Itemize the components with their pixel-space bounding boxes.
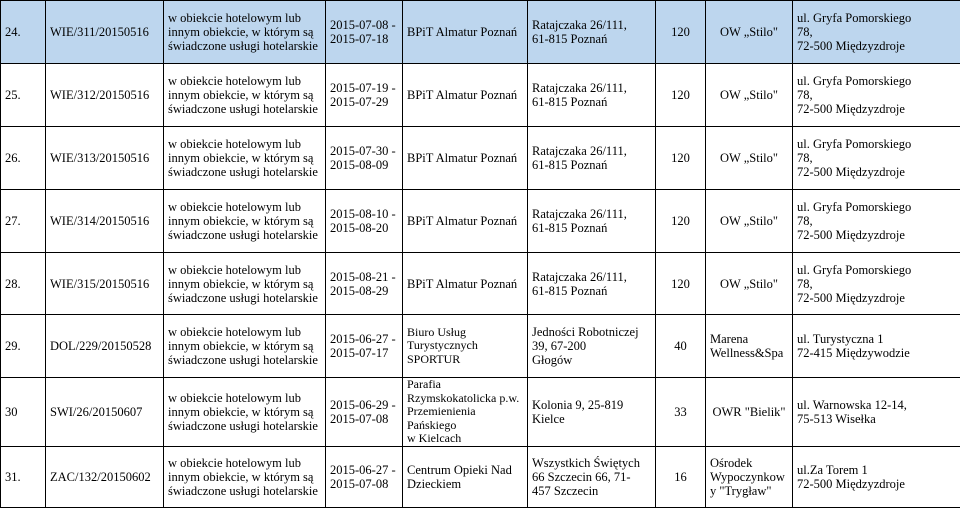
- date-range: [326, 127, 403, 190]
- organizer-address-line: 61-815 Poznań: [532, 95, 651, 109]
- venue-address: [793, 1, 960, 64]
- organizer-name: [403, 315, 528, 378]
- date-range-line: 2015-08-10 -: [330, 207, 398, 221]
- venue-address-line: 78,: [797, 88, 956, 102]
- organizer-address-line: 39, 67-200: [532, 339, 651, 353]
- registration-code: WIE/312/20150516: [46, 64, 164, 127]
- date-range-line: 2015-08-21 -: [330, 270, 398, 284]
- lodging-form-line: w obiekcie hotelowym lub: [168, 74, 321, 88]
- date-range-line: 2015-07-18: [330, 32, 398, 46]
- lodging-form: [164, 253, 326, 315]
- organizer-address-line: 457 Szczecin: [532, 484, 651, 498]
- date-range-line: 2015-08-20: [330, 221, 398, 235]
- lodging-form-line: innym obiekcie, w którym są: [168, 339, 321, 353]
- lodging-form: [164, 315, 326, 378]
- lodging-form: [164, 64, 326, 127]
- venue-address: [793, 127, 960, 190]
- date-range-line: 2015-06-29 -: [330, 398, 398, 412]
- organizer-name: [403, 378, 528, 447]
- venue-name: Ośrodek Wypoczynkowy "Trygław": [706, 446, 793, 507]
- organizer-address: [528, 127, 656, 190]
- organizer-name-line: BPiT Almatur Poznań: [407, 88, 523, 102]
- participant-count: 120: [656, 127, 706, 190]
- venue-address: [793, 446, 960, 507]
- registration-code: DOL/229/20150528: [46, 315, 164, 378]
- date-range-line: 2015-07-08 -: [330, 18, 398, 32]
- venue-address-line: ul. Turystyczna 1: [797, 332, 956, 346]
- venue-address-line: ul. Gryfa Pomorskiego: [797, 11, 956, 25]
- row-number: 30: [1, 378, 46, 447]
- venue-address-line: 72-415 Międzywodzie: [797, 346, 956, 360]
- lodging-form-line: świadczone usługi hotelarskie: [168, 228, 321, 242]
- lodging-form-line: innym obiekcie, w którym są: [168, 151, 321, 165]
- organizer-address-line: Ratajczaka 26/111,: [532, 207, 651, 221]
- date-range: [326, 253, 403, 315]
- organizer-name-line: Rzymskokatolicka p.w.: [407, 392, 523, 406]
- date-range: [326, 1, 403, 64]
- lodging-form-line: innym obiekcie, w którym są: [168, 25, 321, 39]
- lodging-form-line: w obiekcie hotelowym lub: [168, 456, 321, 470]
- organizer-name-line: SPORTUR: [407, 353, 523, 367]
- organizer-address-line: Wszystkich Świętych: [532, 456, 651, 470]
- organizer-address: [528, 253, 656, 315]
- table-row: [1, 190, 960, 253]
- organizer-name-line: Biuro Usług: [407, 326, 523, 340]
- participant-count: 120: [656, 253, 706, 315]
- venue-name: OWR "Bielik": [706, 378, 793, 447]
- organizer-name: [403, 64, 528, 127]
- organizer-name-line: Turystycznych: [407, 339, 523, 353]
- venue-address-line: 72-500 Międzyzdroje: [797, 291, 956, 305]
- organizer-name-line: BPiT Almatur Poznań: [407, 277, 523, 291]
- organizer-address: [528, 378, 656, 447]
- organizer-name-line: Przemienienia Pańskiego: [407, 405, 523, 432]
- table-row: [1, 378, 960, 447]
- lodging-form-line: w obiekcie hotelowym lub: [168, 325, 321, 339]
- date-range-line: 2015-08-29: [330, 284, 398, 298]
- date-range-line: 2015-08-09: [330, 158, 398, 172]
- organizer-address-line: Głogów: [532, 353, 651, 367]
- venue-address-line: 78,: [797, 25, 956, 39]
- participant-count: 40: [656, 315, 706, 378]
- lodging-form-line: w obiekcie hotelowym lub: [168, 11, 321, 25]
- row-number: 29.: [1, 315, 46, 378]
- date-range: [326, 64, 403, 127]
- venue-address-line: 75-513 Wisełka: [797, 412, 956, 426]
- table-row: [1, 64, 960, 127]
- venue-name: OW „Stilo": [706, 1, 793, 64]
- table-row: [1, 253, 960, 315]
- organizer-address-line: Ratajczaka 26/111,: [532, 144, 651, 158]
- lodging-form-line: innym obiekcie, w którym są: [168, 277, 321, 291]
- date-range-line: 2015-07-30 -: [330, 144, 398, 158]
- organizer-name: [403, 253, 528, 315]
- organizer-address-line: Kielce: [532, 412, 651, 426]
- participant-count: 33: [656, 378, 706, 447]
- venue-name: Marena Wellness&Spa: [706, 315, 793, 378]
- date-range-line: 2015-06-27 -: [330, 463, 398, 477]
- date-range: [326, 446, 403, 507]
- row-number: 31.: [1, 446, 46, 507]
- venue-address-line: 72-500 Międzyzdroje: [797, 477, 956, 491]
- organizer-address: [528, 446, 656, 507]
- venue-address-line: 72-500 Międzyzdroje: [797, 165, 956, 179]
- organizer-address: [528, 190, 656, 253]
- venue-address: [793, 190, 960, 253]
- registration-code: SWI/26/20150607: [46, 378, 164, 447]
- venue-address-line: 78,: [797, 277, 956, 291]
- lodging-form-line: świadczone usługi hotelarskie: [168, 419, 321, 433]
- lodging-form-line: świadczone usługi hotelarskie: [168, 165, 321, 179]
- venue-address-line: ul.Za Torem 1: [797, 463, 956, 477]
- table-row: [1, 315, 960, 378]
- date-range-line: 2015-07-08: [330, 477, 398, 491]
- venue-address-line: ul. Gryfa Pomorskiego: [797, 263, 956, 277]
- registration-code: WIE/311/20150516: [46, 1, 164, 64]
- row-number: 26.: [1, 127, 46, 190]
- venue-address-line: 72-500 Międzyzdroje: [797, 228, 956, 242]
- venue-address: [793, 64, 960, 127]
- venue-address-line: ul. Gryfa Pomorskiego: [797, 200, 956, 214]
- lodging-form-line: świadczone usługi hotelarskie: [168, 353, 321, 367]
- lodging-form: [164, 190, 326, 253]
- participant-count: 16: [656, 446, 706, 507]
- venue-name: OW „Stilo": [706, 127, 793, 190]
- row-number: 24.: [1, 1, 46, 64]
- lodging-form-line: świadczone usługi hotelarskie: [168, 39, 321, 53]
- lodging-form: [164, 446, 326, 507]
- lodging-form-line: innym obiekcie, w którym są: [168, 470, 321, 484]
- row-number: 27.: [1, 190, 46, 253]
- lodging-form: [164, 1, 326, 64]
- lodging-form-line: innym obiekcie, w którym są: [168, 214, 321, 228]
- organizer-name-line: w Kielcach: [407, 432, 523, 446]
- lodging-form: [164, 127, 326, 190]
- registration-code: WIE/313/20150516: [46, 127, 164, 190]
- venue-address-line: ul. Gryfa Pomorskiego: [797, 137, 956, 151]
- lodging-form-line: w obiekcie hotelowym lub: [168, 391, 321, 405]
- table-row: [1, 127, 960, 190]
- registration-code: WIE/315/20150516: [46, 253, 164, 315]
- lodging-form-line: świadczone usługi hotelarskie: [168, 102, 321, 116]
- organizer-address-line: Ratajczaka 26/111,: [532, 81, 651, 95]
- date-range-line: 2015-07-19 -: [330, 81, 398, 95]
- lodging-form-line: innym obiekcie, w którym są: [168, 405, 321, 419]
- date-range-line: 2015-07-29: [330, 95, 398, 109]
- organizer-address-line: 61-815 Poznań: [532, 221, 651, 235]
- venue-address-line: ul. Warnowska 12-14,: [797, 398, 956, 412]
- table-row: [1, 446, 960, 507]
- organizer-name: [403, 190, 528, 253]
- lodging-form-line: innym obiekcie, w którym są: [168, 88, 321, 102]
- organizer-address-line: 66 Szczecin 66, 71-: [532, 470, 651, 484]
- organizer-address: [528, 1, 656, 64]
- venue-address: [793, 378, 960, 447]
- venue-address-line: 78,: [797, 151, 956, 165]
- organizer-address: [528, 64, 656, 127]
- venue-name: OW „Stilo": [706, 64, 793, 127]
- row-number: 25.: [1, 64, 46, 127]
- organizer-address: [528, 315, 656, 378]
- venue-address-line: 72-500 Międzyzdroje: [797, 39, 956, 53]
- organizer-address-line: 61-815 Poznań: [532, 158, 651, 172]
- organizer-name-line: Dzieckiem: [407, 477, 523, 491]
- venue-address: [793, 315, 960, 378]
- participant-count: 120: [656, 190, 706, 253]
- date-range-line: 2015-07-08: [330, 412, 398, 426]
- organizer-name-line: BPiT Almatur Poznań: [407, 151, 523, 165]
- organizer-name-line: Centrum Opieki Nad: [407, 463, 523, 477]
- venue-address: [793, 253, 960, 315]
- date-range: [326, 190, 403, 253]
- organizer-address-line: 61-815 Poznań: [532, 284, 651, 298]
- organizer-address-line: Kolonia 9, 25-819: [532, 398, 651, 412]
- organizer-address-line: Jedności Robotniczej: [532, 325, 651, 339]
- organizer-name-line: BPiT Almatur Poznań: [407, 25, 523, 39]
- organizer-address-line: Ratajczaka 26/111,: [532, 18, 651, 32]
- lodging-form-line: świadczone usługi hotelarskie: [168, 484, 321, 498]
- date-range: [326, 315, 403, 378]
- table-row: [1, 1, 960, 64]
- lodging-form-line: w obiekcie hotelowym lub: [168, 200, 321, 214]
- register-table-body: [1, 1, 960, 508]
- organizer-address-line: 61-815 Poznań: [532, 32, 651, 46]
- organizer-name: [403, 446, 528, 507]
- lodging-form-line: w obiekcie hotelowym lub: [168, 263, 321, 277]
- venue-address-line: ul. Gryfa Pomorskiego: [797, 74, 956, 88]
- organizer-name: [403, 127, 528, 190]
- date-range: [326, 378, 403, 447]
- participant-count: 120: [656, 1, 706, 64]
- registration-code: WIE/314/20150516: [46, 190, 164, 253]
- venue-name: OW „Stilo": [706, 253, 793, 315]
- row-number: 28.: [1, 253, 46, 315]
- date-range-line: 2015-06-27 -: [330, 332, 398, 346]
- registration-code: ZAC/132/20150602: [46, 446, 164, 507]
- participant-count: 120: [656, 64, 706, 127]
- lodging-form-line: świadczone usługi hotelarskie: [168, 291, 321, 305]
- date-range-line: 2015-07-17: [330, 346, 398, 360]
- organizer-address-line: Ratajczaka 26/111,: [532, 270, 651, 284]
- organizer-name: [403, 1, 528, 64]
- lodging-form-line: w obiekcie hotelowym lub: [168, 137, 321, 151]
- venue-address-line: 72-500 Międzyzdroje: [797, 102, 956, 116]
- organizer-name-line: Parafia: [407, 378, 523, 392]
- venue-name: OW „Stilo": [706, 190, 793, 253]
- lodging-form: [164, 378, 326, 447]
- organizer-name-line: BPiT Almatur Poznań: [407, 214, 523, 228]
- venue-address-line: 78,: [797, 214, 956, 228]
